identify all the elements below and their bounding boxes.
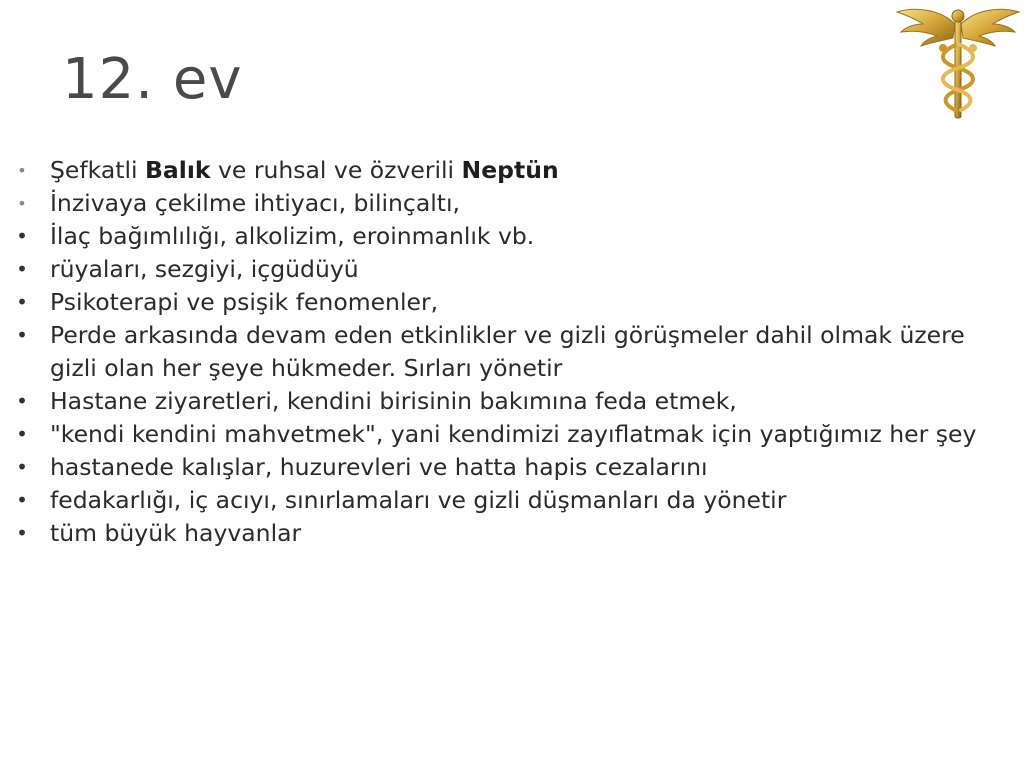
- bullet-text: [50, 222, 534, 250]
- bullet-text-part: hastanede kalışlar, huzurevleri ve hatta hapis cezalarını: [50, 453, 708, 481]
- bullet-item: [0, 154, 1024, 187]
- bullet-dot-icon: •: [16, 257, 28, 281]
- bullet-item: [0, 319, 1024, 385]
- bullet-text-part: İlaç bağımlılığı, alkolizim, eroinmanlık vb.: [50, 222, 535, 250]
- bullet-text: [50, 453, 708, 481]
- bullet-text-part: ve ruhsal ve özverili: [210, 156, 462, 184]
- bullet-text: [50, 255, 359, 283]
- bullet-item: [0, 418, 1024, 451]
- bullet-dot-icon: •: [17, 194, 27, 213]
- bullet-bold-term: Neptün: [461, 156, 559, 184]
- bullet-text-part: Şefkatli: [50, 156, 145, 184]
- caduceus-icon: [893, 4, 1023, 122]
- bullet-text-part: Perde arkasında devam eden etkinlikler ve gizli görüşmeler dahil olmak üzere gizli olan her şeye hükmeder. Sırları yönetir: [50, 321, 965, 382]
- bullet-text-part: İnzivaya çekilme ihtiyacı, bilinçaltı,: [50, 189, 460, 217]
- bullet-dot-icon: •: [16, 521, 28, 545]
- bullet-dot-icon: •: [16, 455, 28, 479]
- bullet-item: [0, 517, 1024, 550]
- bullet-text-part: Hastane ziyaretleri, kendini birisinin bakımına feda etmek,: [50, 387, 737, 415]
- bullet-text: [50, 486, 786, 514]
- bullet-item: [0, 187, 1024, 220]
- bullet-item: [0, 484, 1024, 517]
- bullet-item: [0, 451, 1024, 484]
- bullet-dot-icon: •: [17, 161, 27, 180]
- bullet-text: [50, 420, 976, 448]
- bullet-text-part: tüm büyük hayvanlar: [50, 519, 302, 547]
- bullet-text: [50, 519, 301, 547]
- bullet-item: [0, 253, 1024, 286]
- bullet-text: [50, 321, 965, 382]
- bullet-text-part: rüyaları, sezgiyi, içgüdüyü: [50, 255, 359, 283]
- bullet-dot-icon: •: [16, 323, 28, 347]
- bullet-dot-icon: •: [16, 224, 28, 248]
- bullet-list: [0, 154, 1024, 550]
- slide-title: 12. ev: [62, 47, 243, 112]
- bullet-bold-term: Balık: [145, 156, 211, 184]
- bullet-dot-icon: •: [16, 389, 28, 413]
- bullet-dot-icon: •: [16, 422, 28, 446]
- bullet-dot-icon: •: [16, 290, 28, 314]
- bullet-text: [50, 189, 460, 217]
- bullet-text: [50, 387, 737, 415]
- bullet-text: [50, 156, 559, 184]
- bullet-text-part: fedakarlığı, iç acıyı, sınırlamaları ve gizli düşmanları da yönetir: [50, 486, 787, 514]
- bullet-item: [0, 220, 1024, 253]
- bullet-item: [0, 286, 1024, 319]
- bullet-text-part: "kendi kendini mahvetmek", yani kendimizi zayıflatmak için yaptığımız her şey: [50, 420, 977, 448]
- bullet-dot-icon: •: [16, 488, 28, 512]
- bullet-text-part: Psikoterapi ve psişik fenomenler,: [50, 288, 439, 316]
- bullet-text: [50, 288, 438, 316]
- bullet-item: [0, 385, 1024, 418]
